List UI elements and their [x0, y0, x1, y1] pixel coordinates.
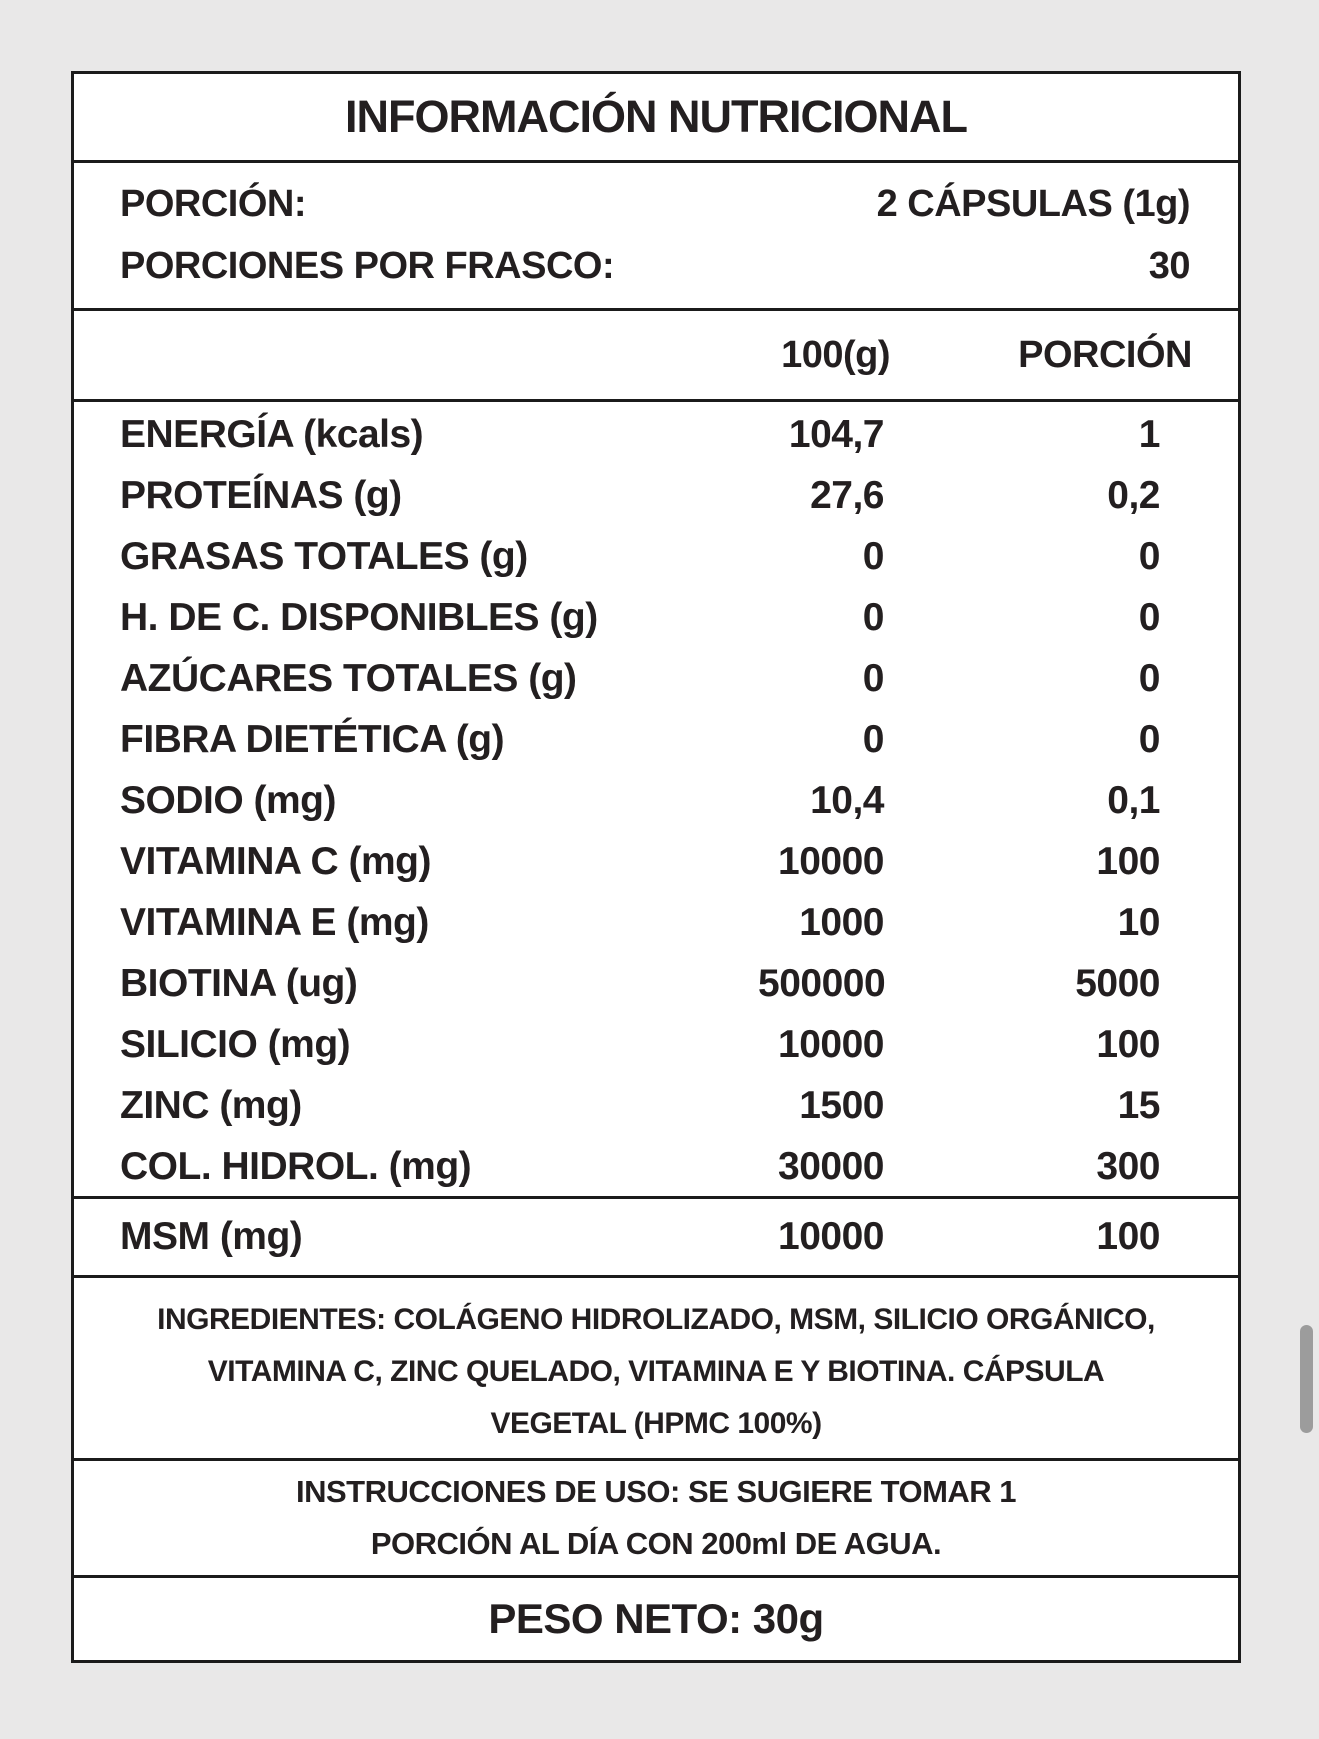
- nutrient-portion: 100: [1096, 1215, 1160, 1258]
- table-row: [74, 1014, 1238, 1075]
- nutrient-portion: 1: [1138, 412, 1160, 456]
- instructions-line: INSTRUCCIONES DE USO: SE SUGIERE TOMAR 1: [295, 1474, 1017, 1509]
- table-row: [74, 831, 1238, 892]
- nutrient-portion: 15: [1117, 1083, 1160, 1127]
- nutrient-name: ZINC (mg): [120, 1083, 302, 1127]
- serving-section: [74, 163, 1238, 311]
- net-weight-section: [74, 1578, 1238, 1660]
- ingredients-line: VEGETAL (HPMC 100%): [490, 1407, 822, 1440]
- nutrient-name: AZÚCARES TOTALES (g): [120, 656, 577, 700]
- nutrient-per100: 27,6: [810, 473, 884, 517]
- instructions-line: PORCIÓN AL DÍA CON 200ml DE AGUA.: [370, 1526, 942, 1561]
- nutrient-portion: 0: [1138, 534, 1160, 578]
- nutrient-portion: 300: [1096, 1144, 1160, 1188]
- nutrition-label: [71, 71, 1241, 1663]
- serving-row: [120, 235, 1190, 297]
- msm-section: [74, 1199, 1238, 1278]
- nutrient-name: SILICIO (mg): [120, 1022, 351, 1066]
- serving-row: [120, 173, 1190, 235]
- nutrient-portion: 100: [1096, 839, 1160, 883]
- table-row: [74, 1075, 1238, 1136]
- nutrient-per100: 500000: [758, 961, 886, 1005]
- nutrient-portion: 0: [1138, 656, 1160, 700]
- nutrient-name: GRASAS TOTALES (g): [120, 534, 528, 578]
- nutrient-portion: 10: [1117, 900, 1160, 944]
- nutrient-portion: 0: [1138, 595, 1160, 639]
- table-row: [74, 953, 1238, 1014]
- nutrient-name: VITAMINA E (mg): [120, 900, 429, 944]
- table-row: [74, 404, 1238, 465]
- serving-size-label: PORCIÓN:: [120, 182, 306, 225]
- table-row: [74, 587, 1238, 648]
- instructions-section: [74, 1461, 1238, 1578]
- nutrient-per100: 1500: [799, 1083, 884, 1127]
- nutrient-name: H. DE C. DISPONIBLES (g): [120, 595, 598, 639]
- nutrient-portion: 0: [1138, 717, 1160, 761]
- table-row: [74, 892, 1238, 953]
- column-header-row: [74, 311, 1238, 402]
- table-row: [74, 1136, 1238, 1197]
- net-weight-text: PESO NETO: 30g: [488, 1595, 824, 1642]
- nutrient-per100: 10,4: [810, 778, 884, 822]
- nutrient-name: PROTEÍNAS (g): [120, 473, 402, 517]
- nutrient-per100: 104,7: [788, 412, 884, 456]
- label-title-text: INFORMACIÓN NUTRICIONAL: [345, 91, 967, 142]
- table-row: [74, 770, 1238, 831]
- nutrient-name: BIOTINA (ug): [120, 961, 358, 1005]
- nutrient-per100: 0: [862, 595, 884, 639]
- ingredients-section: [74, 1278, 1238, 1461]
- nutrient-name: MSM (mg): [120, 1215, 303, 1258]
- nutrient-per100: 0: [862, 717, 884, 761]
- nutrient-name: COL. HIDROL. (mg): [120, 1144, 472, 1188]
- ingredients-line: VITAMINA C, ZINC QUELADO, VITAMINA E Y BIOTINA. CÁPSULA: [207, 1355, 1105, 1388]
- nutrient-name: VITAMINA C (mg): [120, 839, 431, 883]
- nutrient-name: ENERGÍA (kcals): [120, 412, 424, 456]
- table-row: [74, 1215, 1238, 1259]
- nutrient-per100: 0: [862, 534, 884, 578]
- nutrient-portion: 0,1: [1107, 778, 1160, 822]
- nutrient-portion: 0,2: [1107, 473, 1160, 517]
- nutrient-portion: 5000: [1075, 961, 1160, 1005]
- column-header-portion: PORCIÓN: [1018, 333, 1192, 376]
- serving-size-value: 2 CÁPSULAS (1g): [876, 182, 1190, 225]
- nutrient-per100: 10000: [778, 1022, 884, 1066]
- label-title: [74, 74, 1238, 163]
- nutrient-name: FIBRA DIETÉTICA (g): [120, 717, 505, 761]
- servings-per-container-value: 30: [1148, 244, 1190, 287]
- nutrient-per100: 30000: [778, 1144, 884, 1188]
- nutrient-name: SODIO (mg): [120, 778, 336, 822]
- nutrient-table: [74, 402, 1238, 1199]
- nutrient-portion: 100: [1096, 1022, 1160, 1066]
- nutrient-per100: 1000: [799, 900, 884, 944]
- servings-per-container-label: PORCIONES POR FRASCO:: [120, 244, 615, 287]
- table-row: [74, 526, 1238, 587]
- table-row: [74, 648, 1238, 709]
- nutrient-per100: 10000: [778, 839, 884, 883]
- scrollbar-thumb[interactable]: [1300, 1325, 1313, 1433]
- column-header-per100: 100(g): [781, 333, 890, 376]
- table-row: [74, 709, 1238, 770]
- ingredients-line: INGREDIENTES: COLÁGENO HIDROLIZADO, MSM, SILICIO ORGÁNICO,: [157, 1303, 1155, 1336]
- nutrient-per100: 0: [862, 656, 884, 700]
- table-row: [74, 465, 1238, 526]
- nutrient-per100: 10000: [778, 1215, 884, 1258]
